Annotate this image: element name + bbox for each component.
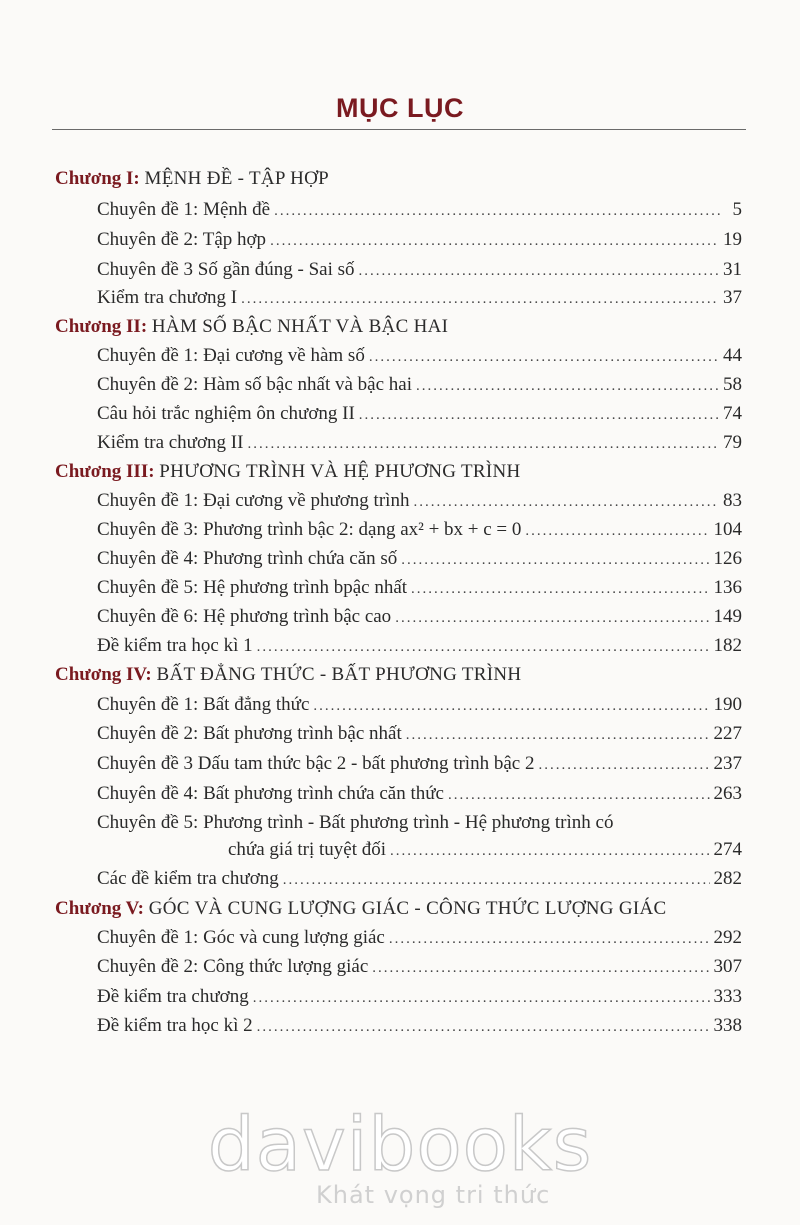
toc-entry-label: Chuyên đề 4: Phương trình chứa căn số <box>97 548 398 569</box>
toc-entry[interactable] <box>97 635 742 657</box>
toc-entry-label: Đề kiểm tra học kì 1 <box>97 635 253 656</box>
toc-entry-page: 126 <box>713 548 742 569</box>
chapter-prefix: Chương III: <box>55 461 155 482</box>
toc-entry[interactable] <box>97 345 742 367</box>
toc-entry-label: Đề kiểm tra chương <box>97 986 249 1007</box>
toc-entry-continuation[interactable] <box>228 839 742 861</box>
toc-entry-multiline[interactable] <box>97 812 742 834</box>
toc-entry-label: Chuyên đề 2: Bất phương trình bậc nhất <box>97 723 402 744</box>
toc-entry-label: Chuyên đề 2: Tập hợp <box>97 229 267 250</box>
chapter-heading-4 <box>55 664 745 686</box>
toc-entry[interactable] <box>97 868 742 890</box>
dot-leader <box>359 407 719 424</box>
toc-entry-label: Chuyên đề 3 Số gần đúng - Sai số <box>97 259 355 280</box>
dot-leader <box>257 1019 710 1036</box>
toc-entry-label: Chuyên đề 3 Dấu tam thức bậc 2 - bất phương trình bậc 2 <box>97 753 535 774</box>
toc-entry[interactable] <box>97 753 742 775</box>
dot-leader <box>283 872 710 889</box>
toc-entry[interactable] <box>97 432 742 454</box>
toc-entry[interactable] <box>97 519 742 541</box>
toc-entry-label: Chuyên đề 1: Đại cương về hàm số <box>97 345 365 366</box>
toc-entry-page: 307 <box>713 956 742 977</box>
page-title: MỤC LỤC <box>336 93 464 123</box>
toc-entry[interactable] <box>97 577 742 599</box>
chapter-heading-5 <box>55 898 745 920</box>
dot-leader <box>241 291 719 308</box>
toc-entry-page: 292 <box>713 927 742 948</box>
dot-leader <box>247 436 719 453</box>
toc-entry-page: 83 <box>723 490 742 511</box>
toc-entry-page: 5 <box>732 199 742 220</box>
toc-entry-page: 182 <box>713 635 742 656</box>
toc-entry-page: 190 <box>713 694 742 715</box>
toc-entry-page: 227 <box>713 723 742 744</box>
toc-entry-label: Chuyên đề 1: Bất đẳng thức <box>97 694 310 715</box>
toc-entry-page: 37 <box>723 287 742 308</box>
toc-entry-page: 74 <box>723 403 742 424</box>
dot-leader <box>270 233 719 250</box>
toc-entry[interactable] <box>97 374 742 396</box>
dot-leader <box>401 552 709 569</box>
dot-leader <box>406 727 710 744</box>
toc-entry[interactable] <box>97 956 742 978</box>
chapter-title: BẤT ĐẲNG THỨC - BẤT PHƯƠNG TRÌNH <box>156 664 522 685</box>
chapter-heading-3 <box>55 461 745 483</box>
dot-leader <box>257 639 710 656</box>
toc-entry-label: Các đề kiểm tra chương <box>97 868 279 889</box>
toc-entry-label: Chuyên đề 4: Bất phương trình chứa căn thức <box>97 783 444 804</box>
toc-entry-page: 19 <box>723 229 742 250</box>
dot-leader <box>313 698 709 715</box>
toc-entry[interactable] <box>97 723 742 745</box>
toc-entry[interactable] <box>97 229 742 251</box>
toc-entry-page: 104 <box>713 519 742 540</box>
dot-leader <box>359 263 719 280</box>
toc-entry-page: 338 <box>713 1015 742 1036</box>
toc-entry-page: 263 <box>713 783 742 804</box>
toc-entry-label: Câu hỏi trắc nghiệm ôn chương II <box>97 403 355 424</box>
chapter-heading-2 <box>55 316 745 338</box>
dot-leader <box>525 523 709 540</box>
chapter-prefix: Chương V: <box>55 898 144 919</box>
dot-leader <box>411 581 709 598</box>
toc-entry-page: 149 <box>713 606 742 627</box>
toc-entry-page: 282 <box>713 868 742 889</box>
toc-entry-label: Chuyên đề 6: Hệ phương trình bậc cao <box>97 606 392 627</box>
dot-leader <box>538 757 709 774</box>
toc-entry[interactable] <box>97 606 742 628</box>
dot-leader <box>369 349 719 366</box>
toc-entry-page: 31 <box>723 259 742 280</box>
toc-entry-label: Chuyên đề 1: Mệnh đề <box>97 199 271 220</box>
toc-entry-label: Kiểm tra chương II <box>97 432 244 453</box>
toc-entry[interactable] <box>97 287 742 309</box>
toc-entry-page: 274 <box>713 839 742 860</box>
toc-entry[interactable] <box>97 548 742 570</box>
toc-entry-page: 237 <box>713 753 742 774</box>
chapter-title: PHƯƠNG TRÌNH VÀ HỆ PHƯƠNG TRÌNH <box>159 461 521 482</box>
toc-entry[interactable] <box>97 199 742 221</box>
chapter-prefix: Chương II: <box>55 316 148 337</box>
toc-entry-label: Kiểm tra chương I <box>97 287 238 308</box>
dot-leader <box>253 990 710 1007</box>
toc-entry[interactable] <box>97 694 742 716</box>
dot-leader <box>390 843 709 860</box>
toc-entry[interactable] <box>97 1015 742 1037</box>
toc-entry-page: 44 <box>723 345 742 366</box>
title-divider <box>52 129 746 130</box>
toc-entry[interactable] <box>97 490 742 512</box>
dot-leader <box>274 203 720 220</box>
toc-entry-label: Chuyên đề 1: Góc và cung lượng giác <box>97 927 385 948</box>
chapter-prefix: Chương IV: <box>55 664 152 685</box>
toc-entry[interactable] <box>97 259 742 281</box>
dot-leader <box>416 378 719 395</box>
toc-entry-label: Chuyên đề 5: Phương trình - Bất phương trình - Hệ phương trình có <box>97 812 614 833</box>
toc-entry-label: chứa giá trị tuyệt đối <box>228 839 387 860</box>
dot-leader <box>448 787 710 804</box>
toc-entry-label: Chuyên đề 2: Công thức lượng giác <box>97 956 369 977</box>
toc-entry-label: Chuyên đề 1: Đại cương về phương trình <box>97 490 410 511</box>
dot-leader <box>413 494 719 511</box>
chapter-title: MỆNH ĐỀ - TẬP HỢP <box>144 168 330 189</box>
toc-entry-page: 136 <box>713 577 742 598</box>
dot-leader <box>372 960 709 977</box>
toc-entry-label: Chuyên đề 2: Hàm số bậc nhất và bậc hai <box>97 374 412 395</box>
toc-entry-page: 58 <box>723 374 742 395</box>
chapter-title: GÓC VÀ CUNG LƯỢNG GIÁC - CÔNG THỨC LƯỢNG GIÁC <box>148 898 667 919</box>
toc-entry[interactable] <box>97 783 742 805</box>
chapter-title: HÀM SỐ BẬC NHẤT VÀ BẬC HAI <box>151 316 449 337</box>
toc-entry[interactable] <box>97 927 742 949</box>
toc-entry-label: Chuyên đề 3: Phương trình bậc 2: dạng ax² + bx + c = 0 <box>97 519 522 540</box>
toc-entry-label: Chuyên đề 5: Hệ phương trình bpậc nhất <box>97 577 408 598</box>
toc-entry[interactable] <box>97 986 742 1008</box>
toc-entry[interactable] <box>97 403 742 425</box>
watermark-logo: davibooks <box>207 1102 593 1188</box>
dot-leader <box>389 931 710 948</box>
dot-leader <box>395 610 709 627</box>
toc-entry-page: 79 <box>723 432 742 453</box>
chapter-heading-1 <box>55 168 745 190</box>
toc-entry-label: Đề kiểm tra học kì 2 <box>97 1015 253 1036</box>
toc-entry-page: 333 <box>713 986 742 1007</box>
watermark-tagline: Khát vọng tri thức <box>316 1181 551 1209</box>
chapter-prefix: Chương I: <box>55 168 140 189</box>
